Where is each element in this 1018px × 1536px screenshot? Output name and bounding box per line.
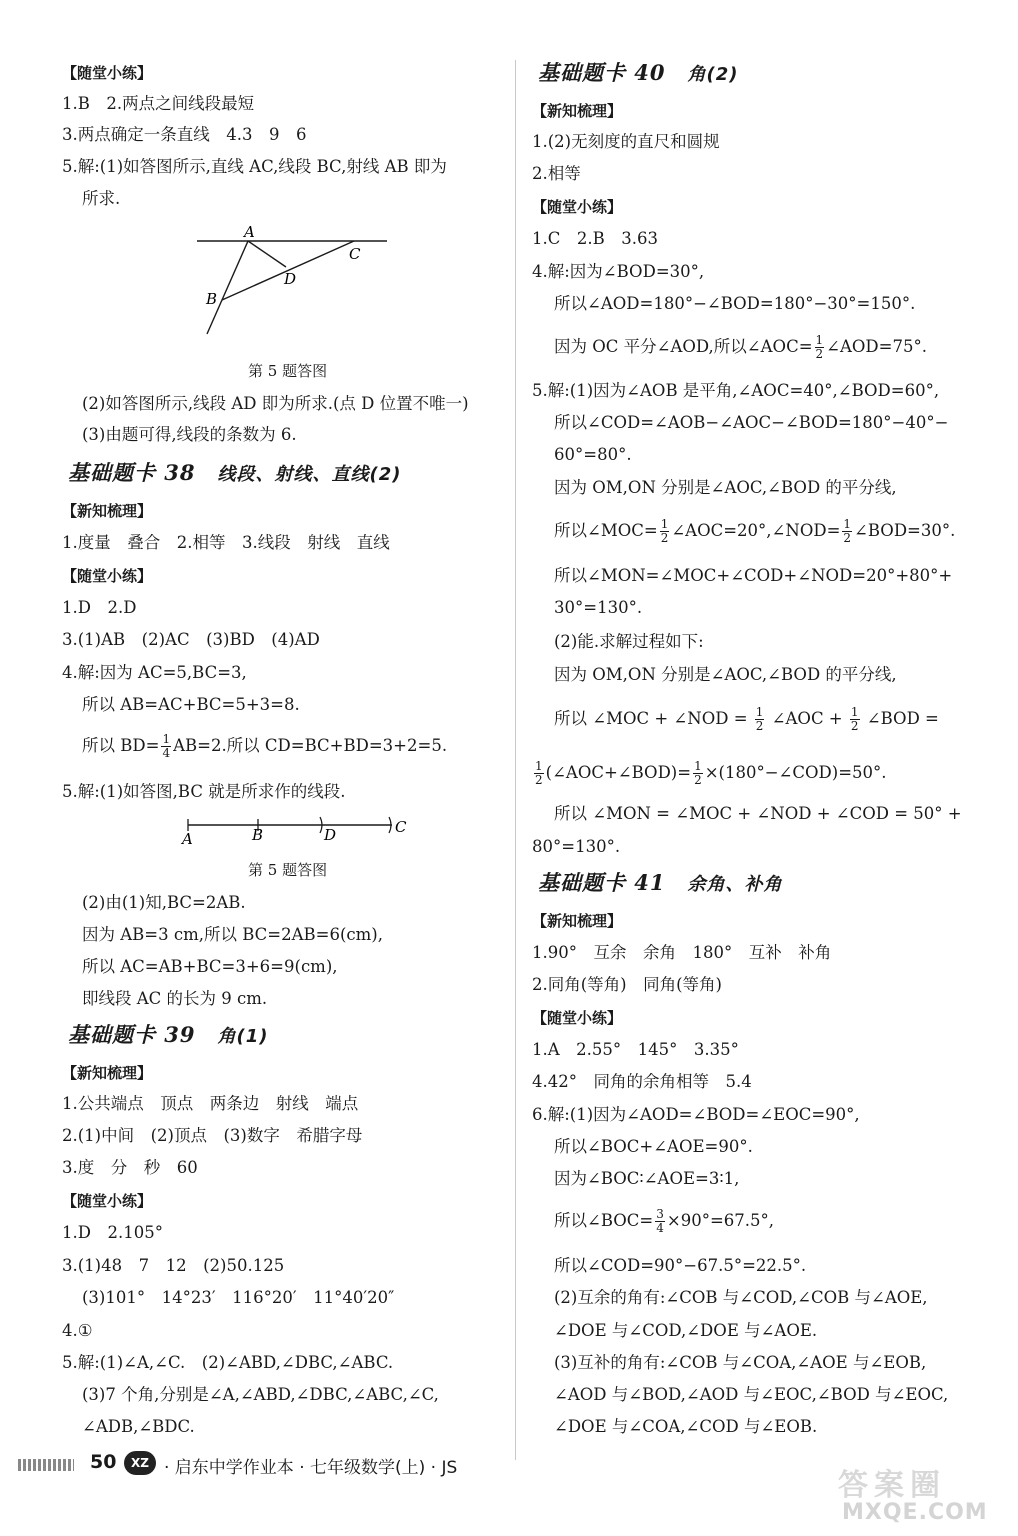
card-number: 基础题卡 40 <box>538 60 666 85</box>
fraction-half <box>850 706 860 733</box>
answer-line: ∠DOE 与∠COD,∠DOE 与∠AOE. <box>554 1321 818 1340</box>
watermark <box>832 1460 1002 1530</box>
answer-line: 3.度 分 秒 60 <box>62 1158 198 1177</box>
numerator: 1 <box>162 732 171 746</box>
text-part: (∠AOC+∠BOD)= <box>545 763 692 782</box>
answer-line: 3.两点确定一条直线 4.3 9 6 <box>62 125 307 144</box>
answer-line: (2)如答图所示,线段 AD 即为所求.(点 D 位置不唯一) <box>82 394 469 413</box>
label-a: A <box>182 830 193 848</box>
answer-line: 所以∠BOC+∠AOE=90°. <box>554 1137 753 1156</box>
answer-line: 6.解:(1)因为∠AOD=∠BOD=∠EOC=90°, <box>532 1105 860 1124</box>
page-number: 50 <box>90 1451 117 1473</box>
fraction-half <box>660 518 670 545</box>
answer-line: 5.解:(1)因为∠AOB 是平角,∠AOC=40°,∠BOD=60°, <box>532 381 940 400</box>
ray-ab <box>207 241 248 334</box>
text-part: ∠BOD = <box>866 709 939 728</box>
answer-line: 因为 AB=3 cm,所以 BC=2AB=6(cm), <box>82 925 383 944</box>
section-heading: 【随堂小练】 <box>62 567 153 585</box>
answer-line: 2.同角(等角) 同角(等角) <box>532 975 722 994</box>
numerator: 1 <box>660 517 669 531</box>
answer-line: 3.(1)AB (2)AC (3)BD (4)AD <box>62 630 320 649</box>
denominator: 2 <box>843 531 852 545</box>
watermark-url: MXQE.COM <box>842 1500 988 1525</box>
card-heading-41 <box>538 872 783 896</box>
section-heading: 【新知梳理】 <box>62 502 153 520</box>
answer-line: 4.42° 同角的余角相等 5.4 <box>532 1072 752 1091</box>
fraction-half <box>842 518 852 545</box>
page-footer <box>18 1447 718 1481</box>
section-heading: 【随堂小练】 <box>62 64 153 82</box>
watermark-logo-text: 答案圈 <box>838 1468 946 1503</box>
numerator: 1 <box>843 517 852 531</box>
answer-line: (3)7 个角,分别是∠A,∠ABD,∠DBC,∠ABC,∠C, <box>82 1385 439 1404</box>
denominator: 2 <box>850 719 859 733</box>
segment-ad <box>248 241 286 267</box>
answer-line: 所以∠AOD=180°−∠BOD=180°−30°=150°. <box>554 294 916 313</box>
answer-line: 1.公共端点 顶点 两条边 射线 端点 <box>62 1094 359 1113</box>
text-part: ∠BOD=30°. <box>854 521 956 540</box>
answer-line: (2)能.求解过程如下: <box>554 632 704 651</box>
text-part: ×90°=67.5°, <box>666 1211 775 1230</box>
denominator: 2 <box>755 719 764 733</box>
card-heading-40 <box>538 62 739 86</box>
answer-line: 1.B 2.两点之间线段最短 <box>62 94 255 113</box>
label-d: D <box>284 270 297 288</box>
answer-line: 所以 AC=AB+BC=3+6=9(cm), <box>82 957 338 976</box>
answer-line: ∠ADB,∠BDC. <box>82 1417 195 1436</box>
fraction-half <box>534 760 544 787</box>
section-heading: 【随堂小练】 <box>62 1192 153 1210</box>
answer-line: 2.相等 <box>532 164 581 183</box>
denominator: 4 <box>162 746 171 760</box>
answer-line: 因为 OM,ON 分别是∠AOC,∠BOD 的平分线, <box>554 665 897 684</box>
text-part: 所以 ∠MOC + ∠NOD = <box>554 709 748 728</box>
fraction-half <box>693 760 703 787</box>
answer-line <box>532 760 887 787</box>
fraction <box>161 733 171 760</box>
card-title: 角(1) <box>217 1026 269 1047</box>
numerator: 1 <box>535 759 543 773</box>
numerator: 1 <box>850 705 859 719</box>
answer-line: (3)由题可得,线段的条数为 6. <box>82 425 297 444</box>
figure-caption: 第 5 题答图 <box>248 362 328 380</box>
card-number: 基础题卡 39 <box>68 1022 196 1047</box>
answer-line: 所以 AB=AC+BC=5+3=8. <box>82 695 300 714</box>
answer-line <box>532 1208 774 1235</box>
section-heading: 【新知梳理】 <box>62 1064 153 1082</box>
book-title: · 启东中学作业本 · 七年级数学(上) · JS <box>164 1458 458 1478</box>
answer-line: 60°=80°. <box>554 445 632 464</box>
card-heading-38 <box>68 462 402 486</box>
answer-line: 3.(1)48 7 12 (2)50.125 <box>62 1256 285 1275</box>
publisher-logo-icon: XZ <box>124 1451 156 1475</box>
figure-caption: 第 5 题答图 <box>248 861 328 879</box>
text-part: 所以 BD= <box>82 736 160 755</box>
fraction <box>655 1208 665 1235</box>
numerator: 1 <box>755 705 764 719</box>
numerator: 1 <box>815 333 824 347</box>
card-title: 角(2) <box>687 64 739 85</box>
answer-line: 所以∠MON=∠MOC+∠COD+∠NOD=20°+80°+ <box>554 566 953 585</box>
answer-line: 所以∠COD=90°−67.5°=22.5°. <box>554 1256 807 1275</box>
answer-line <box>62 733 447 760</box>
text-part: ×(180°−∠COD)=50°. <box>704 763 887 782</box>
answer-line: 1.度量 叠合 2.相等 3.线段 射线 直线 <box>62 533 390 552</box>
section-heading: 【随堂小练】 <box>532 1009 623 1027</box>
answer-line <box>532 518 955 545</box>
text-part: ∠AOC + <box>771 709 843 728</box>
figure-segment <box>180 810 420 848</box>
denominator: 4 <box>656 1221 664 1235</box>
text-part: 所以∠MOC= <box>554 521 658 540</box>
answer-line: 因为∠BOC∶∠AOE=3∶1, <box>554 1169 740 1188</box>
text-part: ∠AOC=20°,∠NOD= <box>671 521 841 540</box>
answer-line <box>532 334 927 361</box>
label-c: C <box>395 818 407 836</box>
answer-line: 30°=130°. <box>554 598 643 617</box>
denominator: 2 <box>815 347 824 361</box>
answer-line: 1.D 2.D <box>62 598 137 617</box>
answer-line: (2)互余的角有:∠COB 与∠COD,∠COB 与∠AOE, <box>554 1288 928 1307</box>
answer-line: 即线段 AC 的长为 9 cm. <box>82 989 268 1008</box>
numerator: 1 <box>694 759 702 773</box>
card-heading-39 <box>68 1024 269 1048</box>
text-part: ∠AOD=75°. <box>826 337 927 356</box>
answer-line: 1.(2)无刻度的直尺和圆规 <box>532 132 720 151</box>
fraction-half <box>755 706 765 733</box>
card-number: 基础题卡 41 <box>538 870 666 895</box>
section-heading: 【新知梳理】 <box>532 102 623 120</box>
answer-line: ∠DOE 与∠COA,∠COD 与∠EOB. <box>554 1417 818 1436</box>
answer-line: 4.解:因为 AC=5,BC=3, <box>62 663 247 682</box>
label-a: A <box>244 223 255 241</box>
label-c: C <box>349 245 361 263</box>
answer-line: 1.C 2.B 3.63 <box>532 229 658 248</box>
footer-barcode-decoration <box>18 1459 74 1471</box>
answer-line: 所以∠COD=∠AOB−∠AOC−∠BOD=180°−40°− <box>554 413 949 432</box>
answer-line: 4.① <box>62 1321 93 1340</box>
answer-line: (3)101° 14°23′ 116°20′ 11°40′20″ <box>82 1288 395 1307</box>
answer-line <box>532 706 939 733</box>
answer-line: 5.解:(1)∠A,∠C. (2)∠ABD,∠DBC,∠ABC. <box>62 1353 394 1372</box>
text-part: 因为 OC 平分∠AOD,所以∠AOC= <box>554 337 813 356</box>
text-part: AB=2.所以 CD=BC+BD=3+2=5. <box>173 736 448 755</box>
answer-line: 1.A 2.55° 145° 3.35° <box>532 1040 739 1059</box>
answer-line: 1.D 2.105° <box>62 1223 163 1242</box>
fraction-half <box>815 334 825 361</box>
numerator: 3 <box>656 1207 664 1221</box>
section-heading: 【新知梳理】 <box>532 912 623 930</box>
answer-line: 80°=130°. <box>532 837 621 856</box>
text-part: 所以∠BOC= <box>554 1211 654 1230</box>
answer-line: (2)由(1)知,BC=2AB. <box>82 893 246 912</box>
card-title: 线段、射线、直线(2) <box>217 464 402 485</box>
answer-line: 所求. <box>82 189 121 208</box>
answer-line: 5.解:(1)如答图所示,直线 AC,线段 BC,射线 AB 即为 <box>62 157 447 176</box>
answer-line: 4.解:因为∠BOD=30°, <box>532 262 705 281</box>
answer-line: 1.90° 互余 余角 180° 互补 补角 <box>532 943 832 962</box>
label-b: B <box>252 826 264 844</box>
label-b: B <box>206 290 218 308</box>
denominator: 2 <box>694 773 702 787</box>
card-number: 基础题卡 38 <box>68 460 196 485</box>
answer-line: 2.(1)中间 (2)顶点 (3)数字 希腊字母 <box>62 1126 363 1145</box>
section-heading: 【随堂小练】 <box>532 198 623 216</box>
answer-line: (3)互补的角有:∠COB 与∠COA,∠AOE 与∠EOB, <box>554 1353 927 1372</box>
answer-line: 因为 OM,ON 分别是∠AOC,∠BOD 的平分线, <box>554 478 897 497</box>
denominator: 2 <box>660 531 669 545</box>
answer-line: 5.解:(1)如答图,BC 就是所求作的线段. <box>62 782 346 801</box>
figure-line-ray-segment <box>192 222 432 342</box>
column-divider <box>515 60 516 1460</box>
answer-line: 所以 ∠MON = ∠MOC + ∠NOD + ∠COD = 50° + <box>554 804 962 823</box>
label-d: D <box>324 826 337 844</box>
answer-line: ∠AOD 与∠BOD,∠AOD 与∠EOC,∠BOD 与∠EOC, <box>554 1385 949 1404</box>
card-title: 余角、补角 <box>687 874 783 895</box>
denominator: 2 <box>535 773 543 787</box>
